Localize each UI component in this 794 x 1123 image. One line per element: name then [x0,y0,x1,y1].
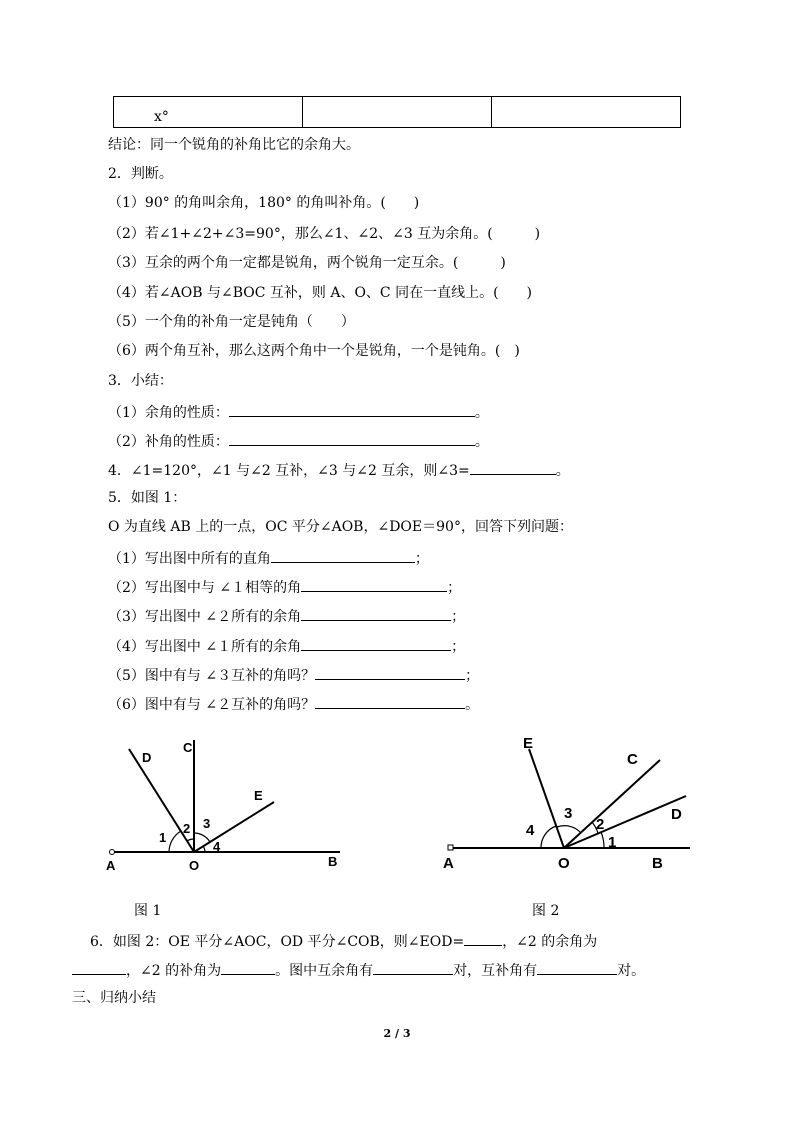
answer-blank[interactable] [301,604,451,621]
question-text: 对，互补角有 [453,963,538,979]
question-3-title: 3．小结： [108,373,173,389]
question-4 [108,458,570,481]
table-row [114,97,681,128]
answer-blank[interactable] [229,429,475,446]
answer-blank[interactable] [229,400,475,417]
angle-arc [194,833,210,842]
punctuation: 。 [555,463,570,479]
angle-arc [187,839,194,841]
table-cell [303,97,492,128]
label-o: O [558,855,570,872]
answer-blank[interactable] [221,958,275,975]
section-3-heading: 三、归纳小结 [72,990,156,1006]
question-3-2 [108,429,489,452]
angle-label-3: 3 [203,816,211,831]
label-b: B [328,854,338,869]
question-5-intro: O 为直线 AB 上的一点，OC 平分∠AOB，∠DOE＝90°，回答下列问题： [108,519,573,535]
answer-blank[interactable] [537,958,617,975]
angle-label-2: 2 [596,816,605,833]
angle-label-1: 1 [608,834,617,851]
question-6-line-1 [90,929,597,952]
question-6-line-2 [72,958,645,981]
label-d: D [142,750,152,765]
figure-2-caption: 图 2 [532,903,560,919]
table-cell [492,97,681,128]
figure-1-caption: 图 1 [134,903,162,919]
angle-arc [601,832,604,848]
question-text: （6）图中有与 ∠２互补的角吗？ [108,697,316,713]
question-5-4 [108,634,465,657]
question-text: 6．如图 2：OE 平分∠AOC，OD 平分∠COB，则∠EOD= [90,934,465,950]
question-text: （2）补角的性质： [108,434,229,450]
table-cell: x° [114,97,303,128]
question-text: （1）写出图中所有的直角 [108,551,271,567]
angle-arc [541,826,556,848]
angle-label-4: 4 [526,822,535,839]
answer-blank[interactable] [271,546,415,563]
question-text: ，∠2 的余角为 [502,934,598,950]
label-b: B [652,855,663,872]
question-5-title: 5．如图 1： [108,490,187,506]
answer-blank[interactable] [315,692,465,709]
angle-arc [169,831,181,852]
label-c: C [183,740,193,755]
question-text: （1）余角的性质： [108,405,229,421]
figure-2 [440,732,700,877]
question-5-3 [108,604,465,627]
label-a: A [106,858,116,873]
point-a [110,850,115,855]
angle-label-4: 4 [213,839,221,854]
angle-label-1: 1 [159,830,167,845]
question-text: （2）写出图中与 ∠１相等的角 [108,580,302,596]
question-text: ，∠2 的补角为 [126,963,222,979]
question-2-4: （4）若∠AOB 与∠BOC 互补，则 A、O、C 同在一直线上。( ) [108,285,533,301]
label-e: E [254,788,263,803]
label-c: C [627,751,638,768]
answer-table [113,96,681,128]
punctuation: ； [465,668,480,684]
question-5-5 [108,663,479,686]
question-2-title: 2．判断。 [108,166,173,182]
ray-od [564,796,686,848]
angle-label-3: 3 [564,805,573,822]
answer-blank[interactable] [315,663,465,680]
label-o: O [189,858,200,873]
figure-1 [100,732,360,877]
answer-blank[interactable] [301,575,447,592]
answer-blank[interactable] [72,958,126,975]
page-number: 2 / 3 [383,1027,411,1040]
question-text: 。图中互余角有 [275,963,374,979]
answer-blank[interactable] [373,958,453,975]
question-text: 对。 [617,963,646,979]
answer-blank[interactable] [301,634,451,651]
punctuation: 。 [465,697,480,713]
punctuation: ； [451,609,466,625]
question-2-2: （2）若∠1+∠2+∠3=90°，那么∠1、∠2、∠3 互为余角。( ) [108,226,541,242]
conclusion-text: 结论：同一个锐角的补角比它的余角大。 [108,137,360,153]
angle-arc [557,826,580,832]
answer-blank[interactable] [470,458,556,475]
punctuation: ； [451,639,466,655]
question-2-5: （5）一个角的补角一定是钝角（ ） [108,314,355,330]
question-2-3: （3）互余的两个角一定都是锐角，两个锐角一定互余。( ) [108,255,506,271]
question-text: （4）写出图中 ∠１所有的余角 [108,639,302,655]
label-d: D [671,806,682,823]
question-text: （3）写出图中 ∠２所有的余角 [108,609,302,625]
label-a: A [443,855,454,872]
question-text: 4．∠1=120°，∠1 与∠2 互补，∠3 与∠2 互余，则∠3= [108,463,470,479]
question-2-1: （1）90° 的角叫余角，180° 的角叫补角。( ) [108,195,420,211]
punctuation: 。 [474,434,489,450]
punctuation: 。 [474,405,489,421]
question-text: （5）图中有与 ∠３互补的角吗？ [108,668,316,684]
point-a [448,845,453,850]
question-5-2 [108,575,461,598]
question-2-6: （6）两个角互补，那么这两个角中一个是锐角，一个是钝角。( ) [108,343,520,359]
label-e: E [523,735,534,752]
punctuation: ； [414,551,429,567]
question-5-6 [108,692,479,715]
question-3-1 [108,400,489,423]
answer-blank[interactable] [464,929,502,946]
question-5-1 [108,546,429,569]
angle-label-2: 2 [183,821,191,836]
punctuation: ； [447,580,462,596]
